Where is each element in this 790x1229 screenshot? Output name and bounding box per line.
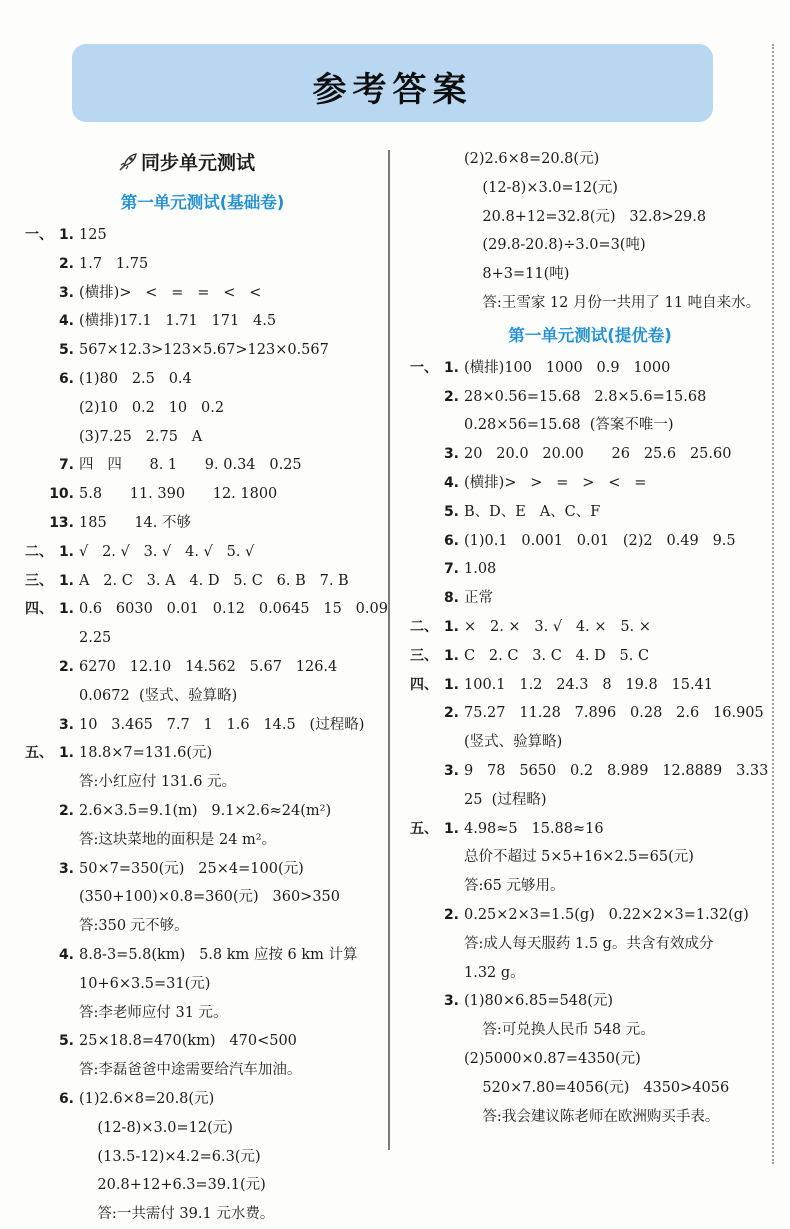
answer-line <box>25 1171 380 1200</box>
answer-text: 5.8 11. 390 12. 1800 <box>79 486 278 503</box>
item-number: 3. <box>58 716 74 733</box>
answer-line <box>25 336 380 365</box>
section-number: 五、 <box>410 820 438 837</box>
answer-text: 答:一共需付 39.1 元水费。 <box>79 1206 275 1223</box>
answer-line <box>410 1103 770 1132</box>
item-number: 1. <box>443 676 459 693</box>
answer-line <box>410 613 770 642</box>
answer-line <box>25 509 380 538</box>
answer-text: 答:王雪家 12 月份一共用了 11 吨自来水。 <box>464 294 761 311</box>
test-title-advanced: 第一单元测试(提优卷) <box>508 325 672 345</box>
answer-text: (12-8)×3.0=12(元) <box>464 179 618 196</box>
answer-text: 2.25 <box>79 630 112 647</box>
answer-text: (350+100)×0.8=360(元) 360>350 <box>79 889 340 906</box>
answer-line <box>25 595 388 624</box>
answer-text: (横排)> < = = < < <box>79 284 262 301</box>
answer-line <box>410 584 770 613</box>
answer-line <box>25 999 380 1028</box>
answer-text: (1)2.6×8=20.8(元) <box>79 1090 215 1107</box>
answer-text: (12-8)×3.0=12(元) <box>79 1119 233 1136</box>
answer-text: (横排)100 1000 0.9 1000 <box>464 359 671 376</box>
answer-line <box>25 480 380 509</box>
answer-text: 567×12.3>123×5.67>123×0.567 <box>79 342 329 359</box>
item-number: 4. <box>58 946 74 963</box>
answer-text: 4.98≈5 15.88≈16 <box>464 820 604 837</box>
answer-text: 答:65 元够用。 <box>464 878 565 895</box>
section-number: 一、 <box>25 227 53 243</box>
answer-text: 10 3.465 7.7 1 1.6 14.5 (过程略) <box>79 716 365 733</box>
answer-line <box>25 970 380 999</box>
rocket-icon <box>117 149 141 185</box>
answer-text: 答:我会建议陈老师在欧洲购买手表。 <box>464 1108 720 1125</box>
answer-text: √ 2. √ 3. √ 4. √ 5. √ <box>79 543 255 560</box>
answer-line <box>25 567 380 596</box>
item-number: 1. <box>443 647 459 664</box>
answer-line <box>410 469 770 498</box>
answer-line <box>410 901 770 930</box>
answer-text: 0.25×2×3=1.5(g) 0.22×2×3=1.32(g) <box>464 906 749 923</box>
answer-text: (竖式、验算略) <box>464 734 563 751</box>
answer-text: 100.1 1.2 24.3 8 19.8 15.41 <box>464 676 714 693</box>
answer-line <box>410 555 770 584</box>
answer-text: (1)0.1 0.001 0.01 (2)2 0.49 9.5 <box>464 532 736 549</box>
section-number: 一、 <box>410 359 438 376</box>
answer-text: 2.6×3.5=9.1(m) 9.1×2.6≈24(m²) <box>79 802 332 819</box>
answer-text: 四 四 8. 1 9. 0.34 0.25 <box>79 457 302 474</box>
answer-line <box>25 307 380 336</box>
item-number: 2. <box>58 255 74 272</box>
item-number: 2. <box>58 658 74 675</box>
answer-line <box>410 1016 770 1045</box>
answer-text: B、D、E A、C、F <box>464 503 601 520</box>
answer-text: 答:小红应付 131.6 元。 <box>79 774 237 791</box>
column-divider <box>388 150 390 1150</box>
answer-text: 75.27 11.28 7.896 0.28 2.6 16.905 <box>464 705 764 722</box>
answer-text: 28×0.56=15.68 2.8×5.6=15.68 <box>464 388 707 405</box>
answer-line <box>25 941 380 970</box>
answer-text: (横排)> > = > < = <box>464 474 647 491</box>
page-title: 参考答案 <box>312 70 473 110</box>
item-number: 7. <box>443 561 459 578</box>
answer-text: 答:可兑换人民币 548 元。 <box>464 1022 655 1039</box>
item-number: 3. <box>58 284 74 301</box>
answer-line <box>25 279 380 308</box>
answer-text: 185 14. 不够 <box>79 514 191 531</box>
answer-line <box>410 498 770 527</box>
answer-text: (3)7.25 2.75 A <box>79 428 203 445</box>
item-number: 13. <box>49 514 74 531</box>
item-number: 3. <box>58 860 74 877</box>
answer-text: 6270 12.10 14.562 5.67 126.4 <box>79 658 338 675</box>
answer-text: 20.8+12+6.3=39.1(元) <box>79 1177 266 1194</box>
answer-list-left <box>25 221 388 1229</box>
section-heading <box>25 145 380 185</box>
section-number: 四、 <box>25 601 53 618</box>
answer-line <box>410 203 770 232</box>
item-number: 1. <box>58 601 74 618</box>
answer-line <box>410 527 770 556</box>
answer-line <box>25 653 380 682</box>
section-number: 三、 <box>25 572 53 589</box>
item-number: 3. <box>443 993 459 1010</box>
item-number: 1. <box>58 572 74 589</box>
answer-line <box>410 843 770 872</box>
answer-line <box>410 815 770 844</box>
answer-text: 0.28×56=15.68 (答案不唯一) <box>464 417 674 434</box>
answer-line <box>410 411 770 440</box>
answer-text: 8+3=11(吨) <box>464 266 570 283</box>
answer-line <box>410 1045 770 1074</box>
test-title-basic: 第一单元测试(基础卷) <box>120 193 285 212</box>
answer-line <box>25 855 380 884</box>
answer-text: 25×18.8=470(km) 470<500 <box>79 1033 297 1050</box>
answer-text: 1.7 1.75 <box>79 255 149 272</box>
answer-text: 8.8-3=5.8(km) 5.8 km 应按 6 km 计算 <box>79 946 358 963</box>
right-column <box>410 145 770 1131</box>
answer-line <box>25 538 380 567</box>
answer-text: 答:这块菜地的面积是 24 m²。 <box>79 831 277 848</box>
answer-line <box>410 757 770 786</box>
section-number: 五、 <box>25 745 53 762</box>
answer-text: 18.8×7=131.6(元) <box>79 745 213 762</box>
item-number: 1. <box>443 820 459 837</box>
item-number: 1. <box>58 543 74 560</box>
answer-line <box>410 1074 770 1103</box>
answer-text: 520×7.80=4056(元) 4350>4056 <box>464 1079 730 1096</box>
answer-text: 125 <box>79 227 107 243</box>
answer-line <box>25 711 380 740</box>
section-number: 二、 <box>410 618 438 635</box>
answer-line <box>410 440 770 469</box>
answer-line <box>25 1114 380 1143</box>
answer-text: (2)10 0.2 10 0.2 <box>79 399 225 416</box>
answer-line <box>25 883 380 912</box>
answer-text: A 2. C 3. A 4. D 5. C 6. B 7. B <box>79 572 349 589</box>
answer-line <box>25 365 380 394</box>
answer-line <box>410 289 770 318</box>
answer-text: 总价不超过 5×5+16×2.5=65(元) <box>464 849 694 866</box>
answer-line <box>25 1143 380 1172</box>
item-number: 2. <box>443 388 459 405</box>
answer-text: 答:成人每天服药 1.5 g。共含有效成分 <box>464 935 714 952</box>
answer-line <box>25 682 380 711</box>
answer-text: 9 78 5650 0.2 8.989 12.8889 3.33 <box>464 762 769 779</box>
item-number: 1. <box>58 745 74 762</box>
answer-line <box>25 423 380 452</box>
answer-line <box>25 624 380 653</box>
answer-line <box>25 826 380 855</box>
answer-line <box>25 912 380 941</box>
answer-line <box>25 768 380 797</box>
answer-text: (13.5-12)×4.2=6.3(元) <box>79 1148 261 1165</box>
margin-dotted-rule <box>772 44 774 1164</box>
answer-line <box>410 987 770 1016</box>
answer-text: 10+6×3.5=31(元) <box>79 975 211 992</box>
item-number: 3. <box>443 446 459 463</box>
answer-text: 25 (过程略) <box>464 791 547 808</box>
item-number: 4. <box>58 313 74 330</box>
item-number: 1. <box>443 618 459 635</box>
answer-line <box>410 145 770 174</box>
answer-banner <box>72 44 713 122</box>
answer-text: 0.6 6030 0.01 0.12 0.0645 15 0.09 <box>79 601 388 618</box>
answer-line <box>25 451 380 480</box>
answer-line <box>25 1027 380 1056</box>
answer-text: 1.08 <box>464 561 497 578</box>
answer-text: (1)80 2.5 0.4 <box>79 370 192 387</box>
item-number: 8. <box>443 590 459 607</box>
answer-line <box>25 1200 380 1229</box>
answer-text: (2)5000×0.87=4350(元) <box>464 1050 641 1067</box>
answer-list-right <box>410 354 770 1132</box>
answer-text: (29.8-20.8)÷3.0=3(吨) <box>464 237 646 254</box>
item-number: 7. <box>58 457 74 474</box>
answer-text: 20.8+12=32.8(元) 32.8>29.8 <box>464 208 707 225</box>
answer-line <box>410 174 770 203</box>
answer-line <box>25 250 380 279</box>
item-number: 2. <box>443 705 459 722</box>
item-number: 4. <box>443 474 459 491</box>
answer-line <box>410 354 770 383</box>
item-number: 6. <box>58 1090 74 1107</box>
section-number: 三、 <box>410 647 438 664</box>
left-column <box>25 145 388 1229</box>
answer-line <box>410 930 770 959</box>
item-number: 2. <box>443 906 459 923</box>
answer-line <box>410 383 770 412</box>
answer-text: × 2. × 3. √ 4. × 5. × <box>464 618 651 635</box>
answer-line <box>410 671 770 700</box>
answer-line <box>410 728 770 757</box>
item-number: 6. <box>443 532 459 549</box>
answer-line <box>25 739 380 768</box>
answer-text: (横排)17.1 1.71 171 4.5 <box>79 313 277 330</box>
item-number: 6. <box>58 370 74 387</box>
item-number: 5. <box>58 342 74 359</box>
answer-list-continued <box>410 145 770 318</box>
answer-text: 答:李磊爸爸中途需要给汽车加油。 <box>79 1062 302 1079</box>
answer-text: 20 20.0 20.00 26 25.6 25.60 <box>464 446 732 463</box>
answer-line <box>410 959 770 988</box>
item-number: 5. <box>443 503 459 520</box>
answer-line <box>25 221 380 250</box>
answer-text: 0.0672 (竖式、验算略) <box>79 687 238 704</box>
answer-text: (1)80×6.85=548(元) <box>464 993 614 1010</box>
answer-line <box>410 872 770 901</box>
section-number: 四、 <box>410 676 438 693</box>
answer-line <box>410 231 770 260</box>
answer-line <box>25 797 380 826</box>
answer-line <box>25 1056 380 1085</box>
answer-text: 答:李老师应付 31 元。 <box>79 1004 228 1021</box>
answer-line <box>25 394 380 423</box>
answer-text: C 2. C 3. C 4. D 5. C <box>464 647 650 664</box>
answer-line <box>410 260 770 289</box>
section-title: 同步单元测试 <box>141 152 256 174</box>
answer-text: 50×7=350(元) 25×4=100(元) <box>79 860 304 877</box>
item-number: 1. <box>443 359 459 376</box>
answer-line <box>410 786 770 815</box>
item-number: 10. <box>49 486 74 503</box>
item-number: 5. <box>58 1033 74 1050</box>
answer-line <box>25 1085 380 1114</box>
section-number: 二、 <box>25 543 53 560</box>
answer-text: (2)2.6×8=20.8(元) <box>464 151 600 167</box>
item-number: 2. <box>58 802 74 819</box>
answer-text: 正常 <box>464 590 493 607</box>
answer-line <box>410 642 770 671</box>
item-number: 1. <box>58 227 74 243</box>
item-number: 3. <box>443 762 459 779</box>
answer-line <box>410 699 770 728</box>
answer-text: 答:350 元不够。 <box>79 918 189 935</box>
answer-text: 1.32 g。 <box>464 964 525 981</box>
